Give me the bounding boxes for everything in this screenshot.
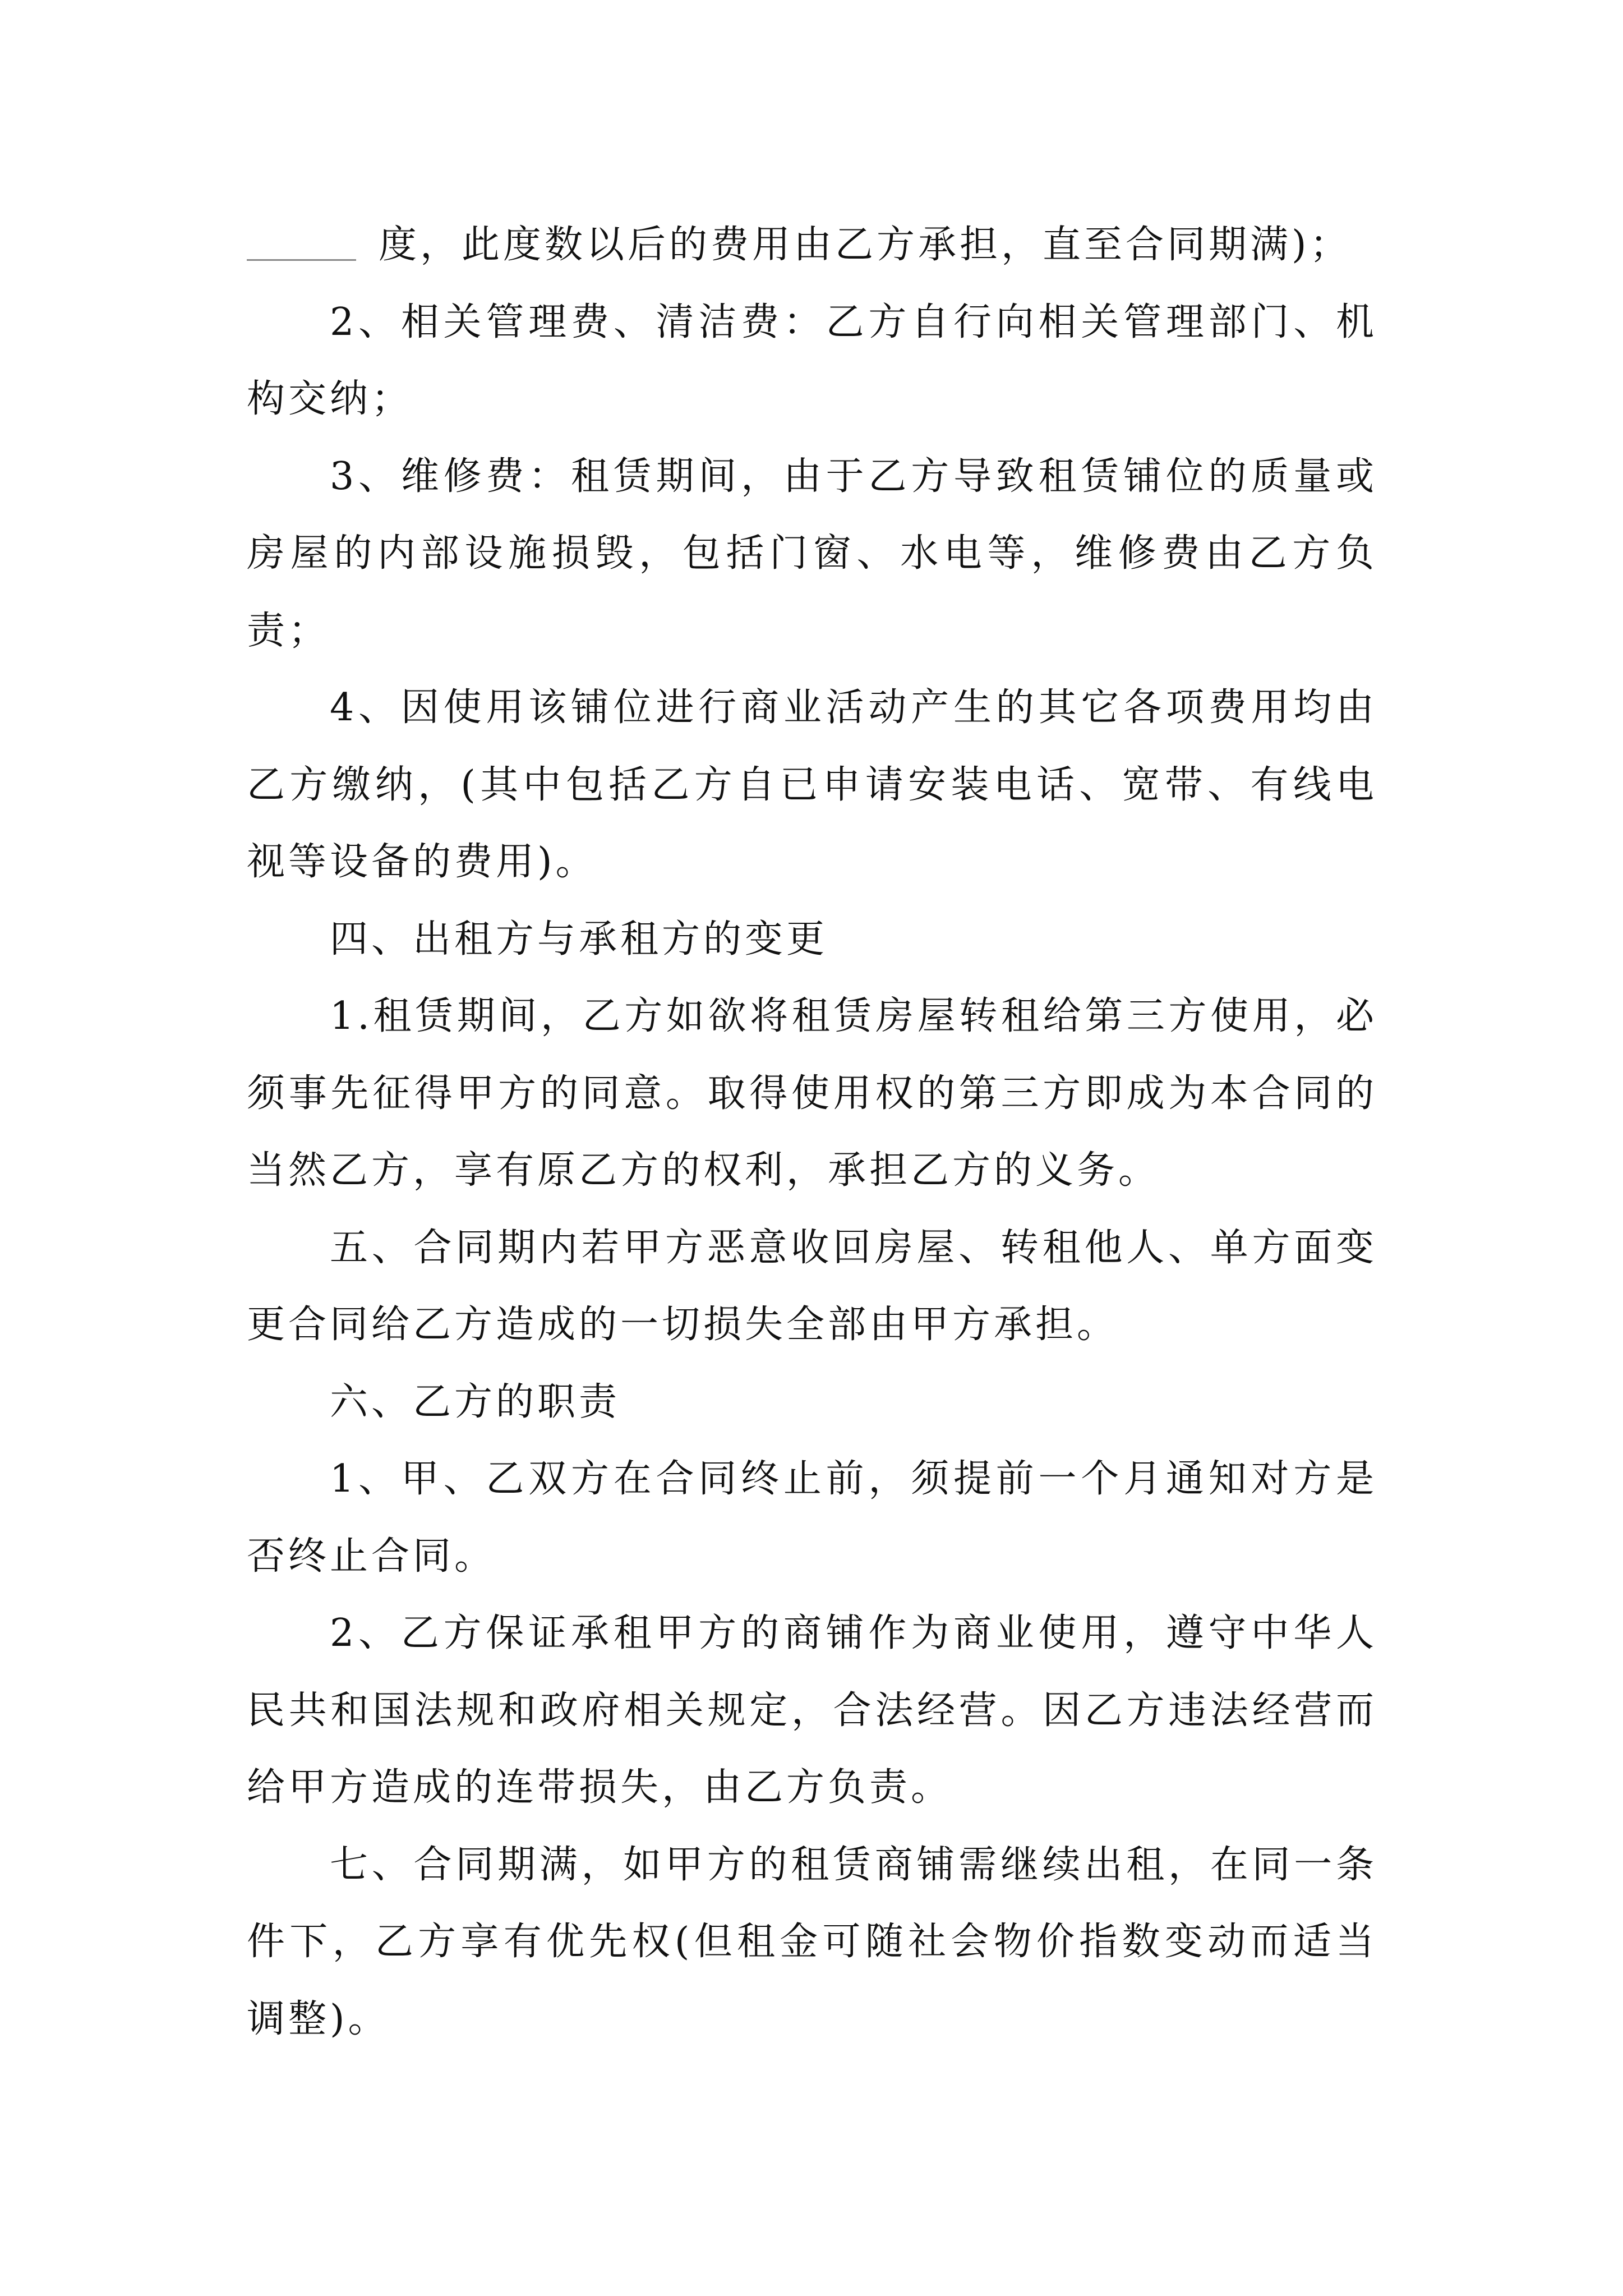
paragraph-lawful-operation: 2、乙方保证承租甲方的商铺作为商业使用，遵守中华人民共和国法规和政府相关规定，合法经营。因乙方违法经营而给甲方造成的连带损失，由乙方负责。 bbox=[247, 1611, 1377, 1810]
section-heading-change-of-parties: 四、出租方与承租方的变更 bbox=[330, 917, 828, 961]
paragraph-repair-fee: 3、维修费：租赁期间，由于乙方导致租赁铺位的质量或房屋的内部设施损毁，包括门窗、水电等，维修费由乙方负责； bbox=[247, 454, 1377, 653]
section-heading-priority-renewal: 七、合同期满，如甲方的租赁商铺需继续出租，在同一条件下，乙方享有优先权(但租金可随社会物价指数变动而适当调整)。 bbox=[247, 1842, 1377, 2041]
paragraph-electricity-cont bbox=[247, 206, 1377, 284]
paragraph-other-fees: 4、因使用该铺位进行商业活动产生的其它各项费用均由乙方缴纳，(其中包括乙方自已申请安装电话、宽带、有线电视等设备的费用)。 bbox=[247, 685, 1378, 884]
paragraph-management-fee: 2、相关管理费、清洁费：乙方自行向相关管理部门、机构交纳； bbox=[247, 300, 1377, 421]
paragraph-sublease: 1.租赁期间，乙方如欲将租赁房屋转租给第三方使用，必须事先征得甲方的同意。取得使用权的第三方即成为本合同的当然乙方，享有原乙方的权利，承担乙方的义务。 bbox=[247, 994, 1377, 1193]
paragraph-termination-notice: 1、甲、乙双方在合同终止前，须提前一个月通知对方是否终止合同。 bbox=[247, 1457, 1377, 1579]
section-heading-malicious-recovery: 五、合同期内若甲方恶意收回房屋、转租他人、单方面变更合同给乙方造成的一切损失全部由甲方承担。 bbox=[247, 1225, 1377, 1347]
section-heading-tenant-duties: 六、乙方的职责 bbox=[330, 1379, 621, 1424]
paragraph-text: 度，此度数以后的费用由乙方承担，直至合同期满)； bbox=[379, 223, 1352, 267]
fill-in-blank bbox=[247, 221, 356, 261]
document-page bbox=[247, 206, 1377, 2058]
